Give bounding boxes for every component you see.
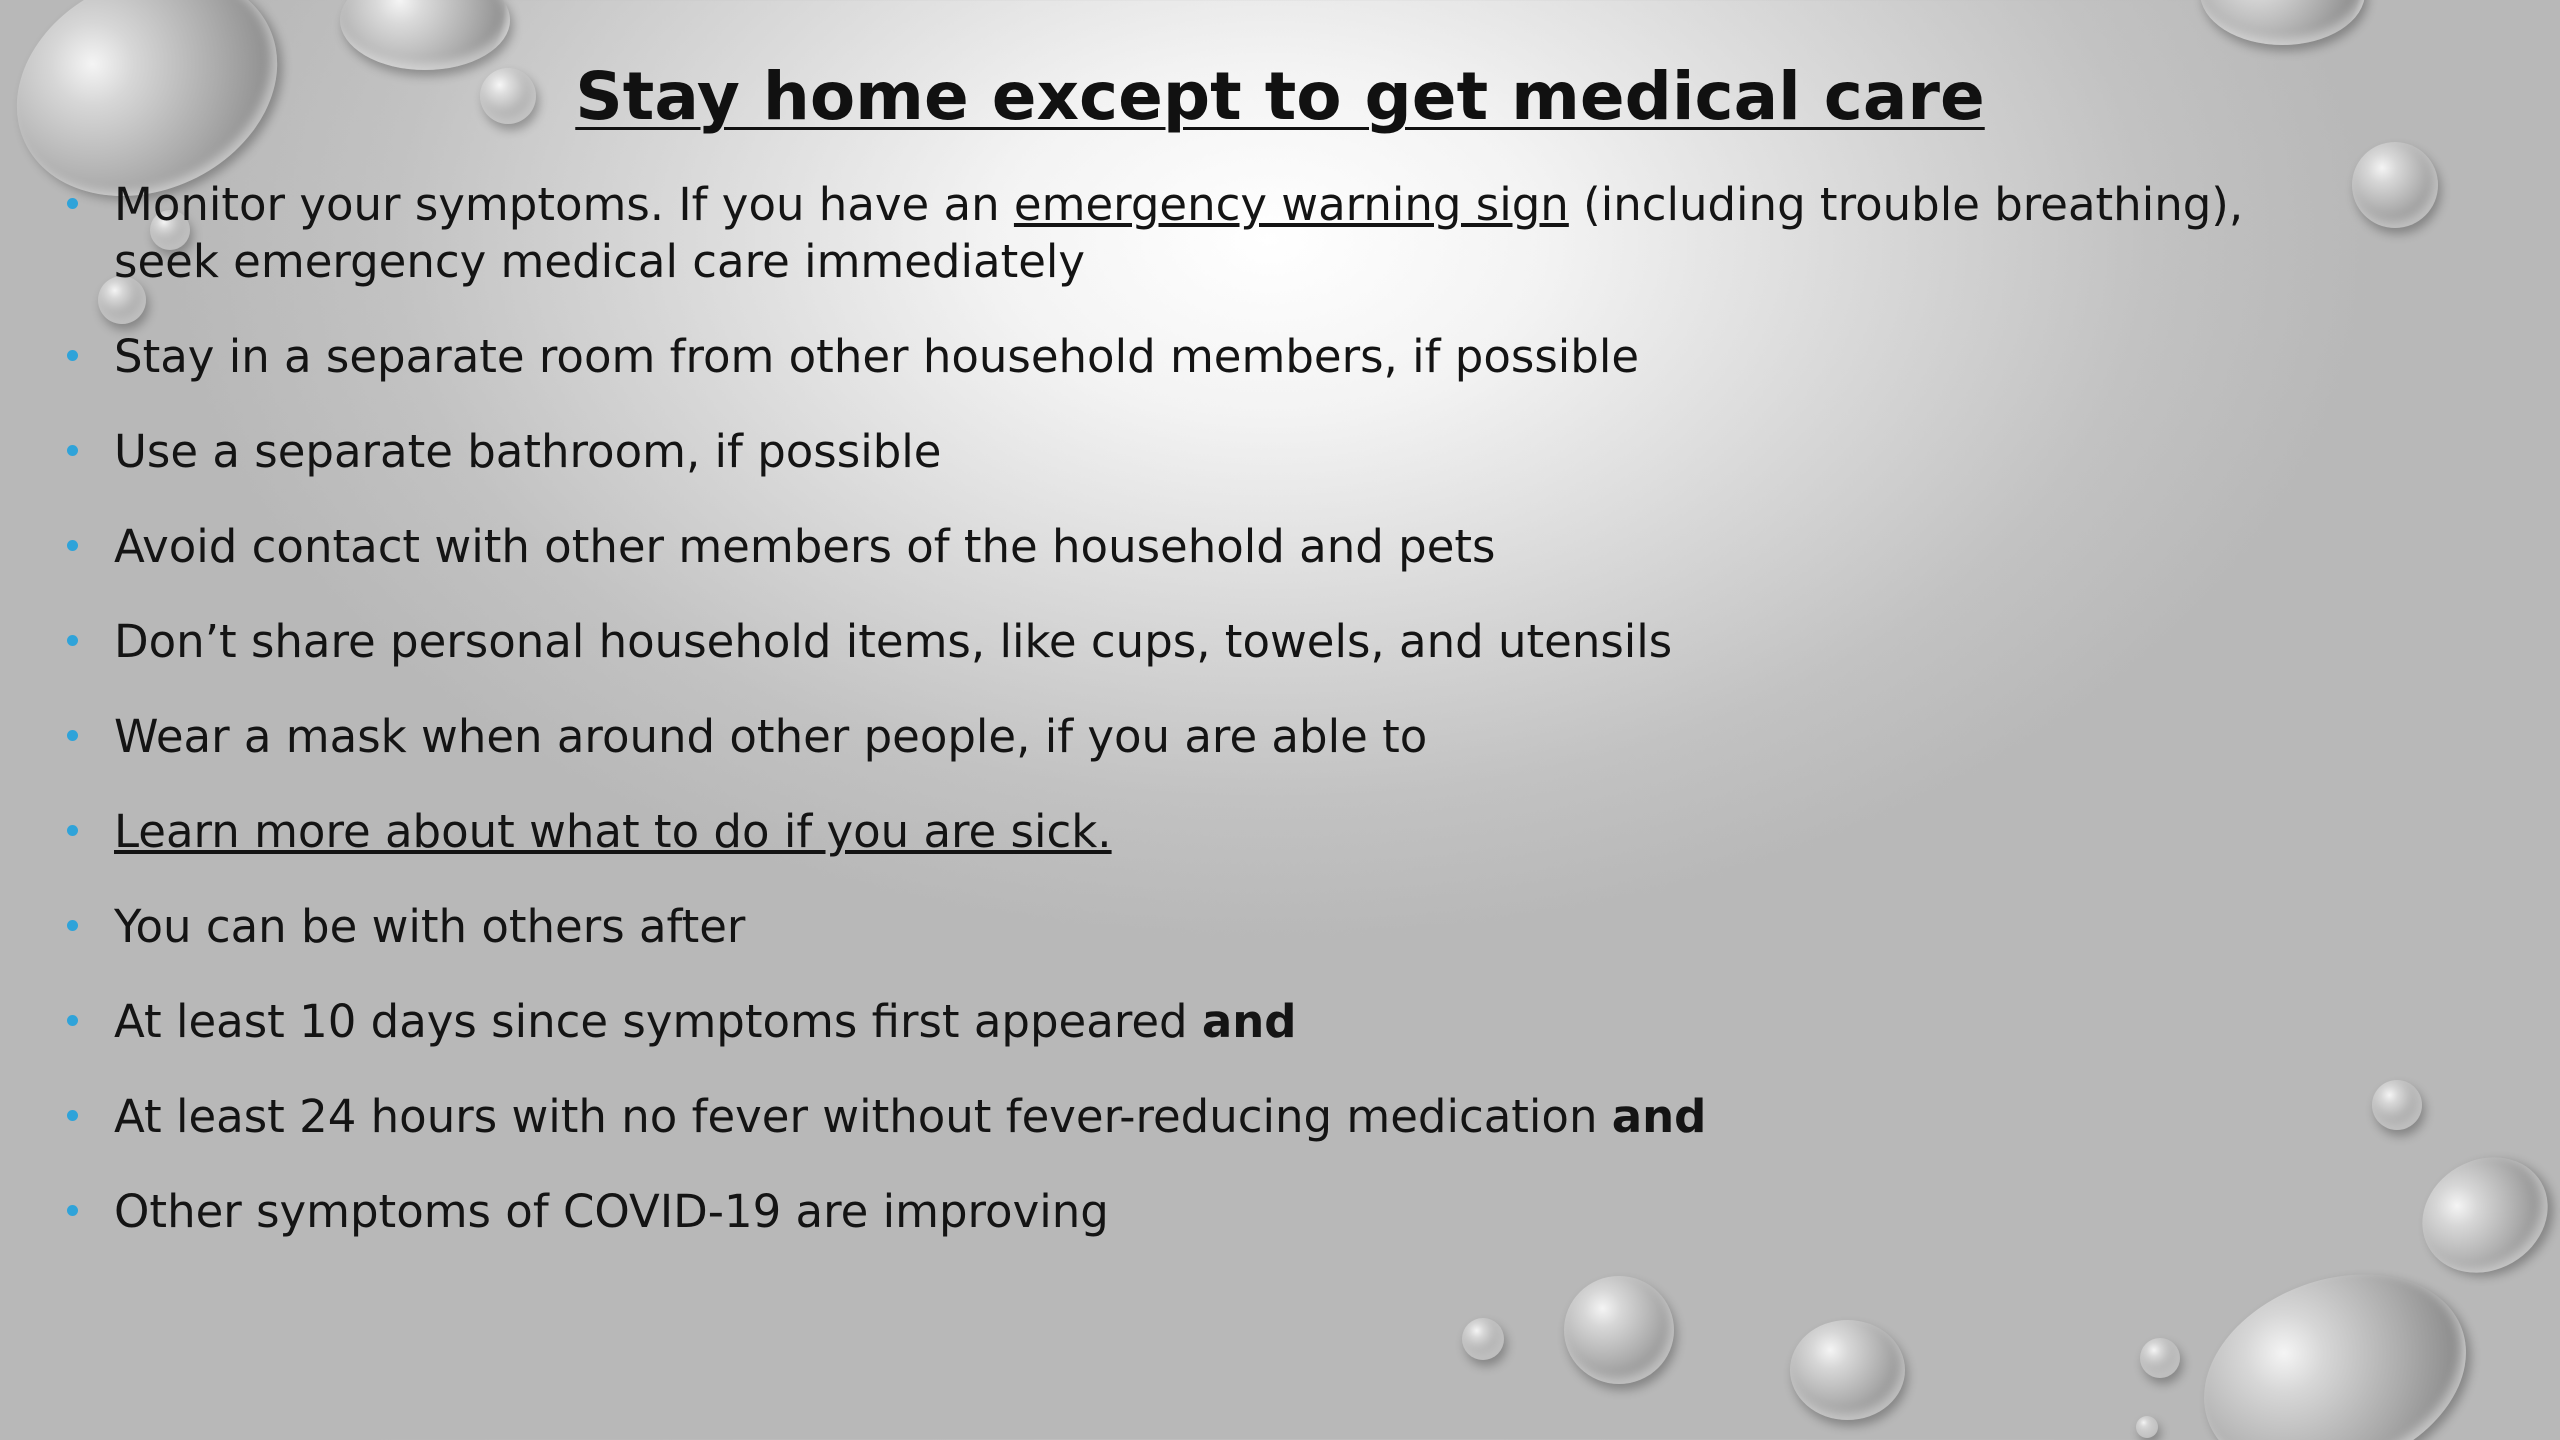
- droplet-decoration: [1462, 1318, 1504, 1360]
- bullet-icon: [67, 445, 78, 456]
- bullet-icon: [67, 920, 78, 931]
- list-item: [62, 613, 2362, 670]
- emergency-warning-sign-link[interactable]: emergency warning sign: [1013, 178, 1569, 231]
- bullet-icon: [67, 198, 78, 209]
- list-item: [62, 1088, 2362, 1145]
- list-item: [62, 993, 2362, 1050]
- list-item: [62, 328, 2362, 385]
- droplet-decoration: [2140, 1338, 2180, 1378]
- bullet-text: At least 24 hours with no fever without fever-reducing medication: [114, 1090, 1612, 1143]
- bullet-icon: [67, 1205, 78, 1216]
- bullet-emphasis: and: [1611, 1090, 1707, 1143]
- list-item: [62, 898, 2362, 955]
- bullet-text: Stay in a separate room from other household members, if possible: [114, 330, 1640, 383]
- bullet-text: Wear a mask when around other people, if you are able to: [114, 710, 1428, 763]
- bullet-icon: [67, 635, 78, 646]
- droplet-decoration: [2401, 1135, 2560, 1295]
- bullet-list: [62, 176, 2362, 1278]
- bullet-icon: [67, 540, 78, 551]
- list-item: [62, 1183, 2362, 1240]
- bullet-text: (including trouble breathing), seek emergency medical care immediately: [114, 178, 2244, 288]
- bullet-text: At least 10 days since symptoms first appeared: [114, 995, 1202, 1048]
- bullet-text: Other symptoms of COVID-19 are improving: [114, 1185, 1109, 1238]
- droplet-decoration: [1790, 1320, 1905, 1420]
- bullet-text: You can be with others after: [114, 900, 746, 953]
- list-item: [62, 803, 2362, 860]
- bullet-text: Use a separate bathroom, if possible: [114, 425, 942, 478]
- list-item: [62, 176, 2362, 290]
- droplet-decoration: [2352, 142, 2438, 228]
- bullet-icon: [67, 1015, 78, 1026]
- droplet-decoration: [1564, 1276, 1674, 1384]
- droplet-decoration: [2372, 1080, 2422, 1130]
- learn-more-link[interactable]: Learn more about what to do if you are sick.: [114, 805, 1112, 858]
- bullet-icon: [67, 825, 78, 836]
- bullet-text: Monitor your symptoms. If you have an: [114, 178, 1014, 231]
- list-item: [62, 423, 2362, 480]
- bullet-icon: [67, 1110, 78, 1121]
- droplet-decoration: [2200, 0, 2365, 45]
- bullet-icon: [67, 350, 78, 361]
- bullet-emphasis: and: [1201, 995, 1297, 1048]
- list-item: [62, 518, 2362, 575]
- bullet-icon: [67, 730, 78, 741]
- droplet-decoration: [2136, 1416, 2158, 1438]
- bullet-text: Avoid contact with other members of the household and pets: [114, 520, 1496, 573]
- list-item: [62, 708, 2362, 765]
- slide-title: Stay home except to get medical care: [575, 58, 1985, 135]
- bullet-text: Don’t share personal household items, like cups, towels, and utensils: [114, 615, 1673, 668]
